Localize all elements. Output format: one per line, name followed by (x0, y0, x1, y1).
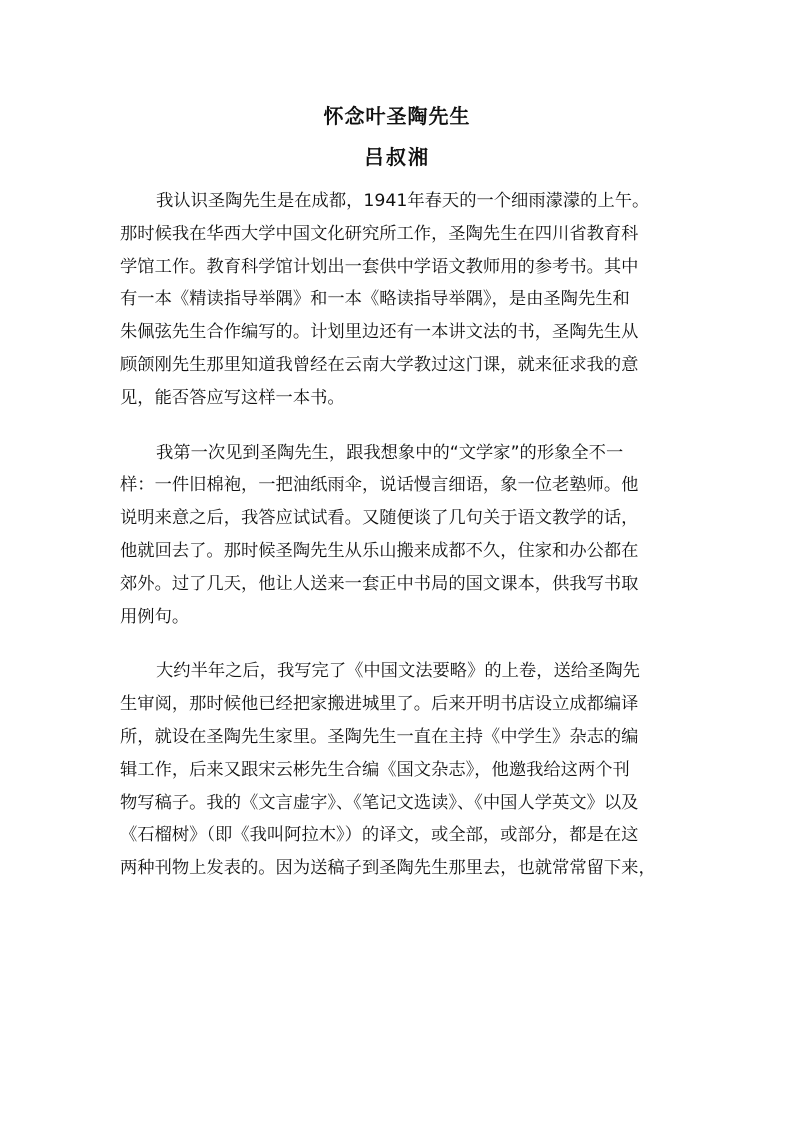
text-line: 我认识圣陶先生是在成都，1941年春天的一个细雨濛濛的上午。 (156, 191, 650, 211)
document-title: 怀念叶圣陶先生 (323, 104, 471, 128)
text-line: 朱佩弦先生合作编写的。计划里边还有一本讲文法的书，圣陶先生从 (120, 322, 639, 343)
text-line: 大约半年之后，我写完了《中国文法要略》的上卷，送给圣陶先 (156, 661, 640, 682)
document-author: 吕叔湘 (364, 145, 430, 169)
text-line: 物写稿子。我的《文言虚字》、《笔记文选读》、《中国人学英文》以及 (120, 792, 639, 813)
paragraph-2 (120, 437, 680, 634)
text-line: 辑工作，后来又跟宋云彬先生合编《国文杂志》，他邀我给这两个刊 (120, 759, 630, 780)
document-body (120, 185, 680, 885)
text-line: 样：一件旧棉袍，一把油纸雨伞，说话慢言细语，象一位老塾师。他 (120, 475, 639, 496)
text-line: 说明来意之后，我答应试试看。又随便谈了几句关于语文教学的话， (120, 508, 639, 529)
text-line: 郊外。过了几天，他让人送来一套正中书局的国文课本，供我写书取 (120, 573, 639, 594)
text-line: 顾颌刚先生那里知道我曾经在云南大学教过这门课，就来征求我的意 (120, 354, 639, 375)
text-line: 见，能否答应写这样一本书。 (120, 387, 345, 408)
paragraph-1 (120, 185, 680, 415)
text-line: 两种刊物上发表的。因为送稿子到圣陶先生那里去，也就常常留下来， (120, 858, 656, 879)
text-line: 用例句。 (120, 606, 190, 627)
text-line: 我第一次见到圣陶先生，跟我想象中的“文学家”的形象全不一 (156, 442, 624, 463)
paragraph-gap (120, 633, 680, 655)
text-line: 有一本《精读指导举隅》和一本《略读指导举隅》，是由圣陶先生和 (120, 289, 630, 310)
text-line: 学馆工作。教育科学馆计划出一套供中学语文教师用的参考书。其中 (120, 256, 639, 277)
text-line: 他就回去了。那时候圣陶先生从乐山搬来成都不久，住家和办公都在 (120, 540, 639, 561)
text-line: 所，就设在圣陶先生家里。圣陶先生一直在主持《中学生》杂志的编 (120, 726, 639, 747)
text-line: 生审阅，那时候他已经把家搬进城里了。后来开明书店设立成都编译 (120, 694, 639, 715)
paragraph-3 (120, 655, 680, 885)
text-line: 《石榴树》（即《我叫阿拉木》）的译文，或全部，或部分，都是在这 (120, 825, 639, 846)
paragraph-gap (120, 415, 680, 437)
text-line: 那时候我在华西大学中国文化研究所工作，圣陶先生在四川省教育科 (120, 223, 639, 244)
